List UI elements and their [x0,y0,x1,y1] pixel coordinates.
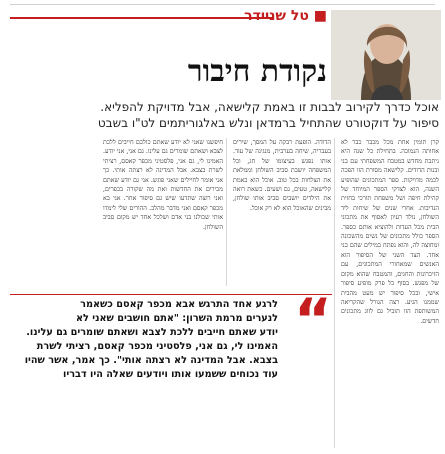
quote-mark-icon: “ [293,286,332,354]
body-column-1 [341,138,439,448]
body-text: הדודה. הופעת רבקה על המסך, שירים בעבריה, שיחה בערבית, מנגינה של עוד. אותו נפגש בעיצומו של חג, וכל המשפחה יושבת סביב השולחן וממלאת את הצלחות בכל טוב. אוכל הוא באמת קלישאה, טעים, גם ושעים. כשאת רואה את הילדים יושבים סביב אותו שולחן, מבינים שהאוכל הוא לא רק אוכל. [233,139,331,212]
author-rule [10,17,273,19]
body-text: קרן תומין אחת מכל מכבר כבר לא אחותה הנמוכה. בתחילת כל שנה היא ניתבת מחדש במטבח המשפחתי עם בני ובנות הדודים. קלישאה מסורת הזו הפכה לכמה מדויקות. ספר המתכונים שהופיע השנה, הוא לצדקי הספר המיוחד של קהילת חיפה ושל משפחת תורכי בחזית הנדיבות. אחרי שנים של שיחות ליד השולחן, נולד רעיון לאסוף את מתכוני הבית מכל העדות ולהוציא אותם כספר. הספר כולל מתכונים של נשים מהשכונה ומחוצה לה, והוא נפתח במילים שהם בני אחד. הצד השני של הסיפור הוא האנשים שמאחורי המתכונים, עם הזיכרונות והחגים, והמטבח שהוא מקום של מפגש. בסוף כל פרק מופיע סיפור אישי, ובכל סיפור יש מעט מהבית שממנו הגיע. רצה הגורל שהקריאה המשותפת הזו תוביל גם לזוג מתכונים חדשים. [341,139,439,325]
pull-quote-line: לרגע אחד התרגש אבא מכפר קאסם כשאמר [80,299,278,310]
bullet-icon: ■ [308,8,327,24]
pull-quote-line: בצבא. אבל המדינה לא רצתה אותי". כך אמר, אשר שהיו [24,355,278,366]
author-byline [244,8,327,24]
pull-quote-line: האמינו לי, גם אני, פלסטיני מכפר קאסם, רציתי לשרת [36,341,278,352]
author-name: טל שניידר [244,8,309,24]
pull-quote-text [12,298,278,382]
subheadline [70,99,439,131]
pull-quote-line: לנערים מרמת השרון: "אתם חושבים שאני לא [75,313,278,324]
author-photo [331,10,441,100]
pull-quote-line: עוד נכוחים ששמעו אותו ויודעים שאלה היו דבריו [63,369,278,380]
headline: נקודת חיבור [187,54,327,89]
top-divider [10,4,435,5]
pull-quote-rule [10,294,332,295]
pull-quote-line: יודע שאתם חייבים ללכת לצבא ושאתם שומרים גם עלינו. [26,327,278,338]
column-divider [226,138,227,286]
body-column-2 [233,138,331,286]
body-text: חיפשנו שאני לא יודע שאתם כולכם חייבים ללכת לצבא ושאתם שומרים גם עלינו. גם אני, אני יודע. האמינו לי, גם אני, פלסטיני מכפר קאסם, רציתי לשרת בצבא. אבל המדינה לא רצתה אותי. כך אני אומר לחיילים שאני פוגש. אני גם יודע שאתם מכירים את החדשות ואת מה שקורה בכפרים, ואני רוצה שתדעו שיש גם סיפור אחר. אני בא מכפר קאסם ואני מדבר מהלב. ההורים שלי לימדו אותי שכולנו בני אדם ושלכל אחד יש מקום סביב השולחן. [103,139,223,231]
portrait-illustration [331,10,441,100]
subhead-line-2: סיפור על דוקטורט שהתחיל ברמדאן ונלש באלגוריתמים לט"ו בשבט [97,116,439,130]
subhead-line-1: אוכל כדרך לקירוב לבבות זו באמת קלישאה, אבל מדויקת להפליא. [100,100,439,114]
body-column-3 [103,138,223,286]
column-divider [334,138,335,448]
